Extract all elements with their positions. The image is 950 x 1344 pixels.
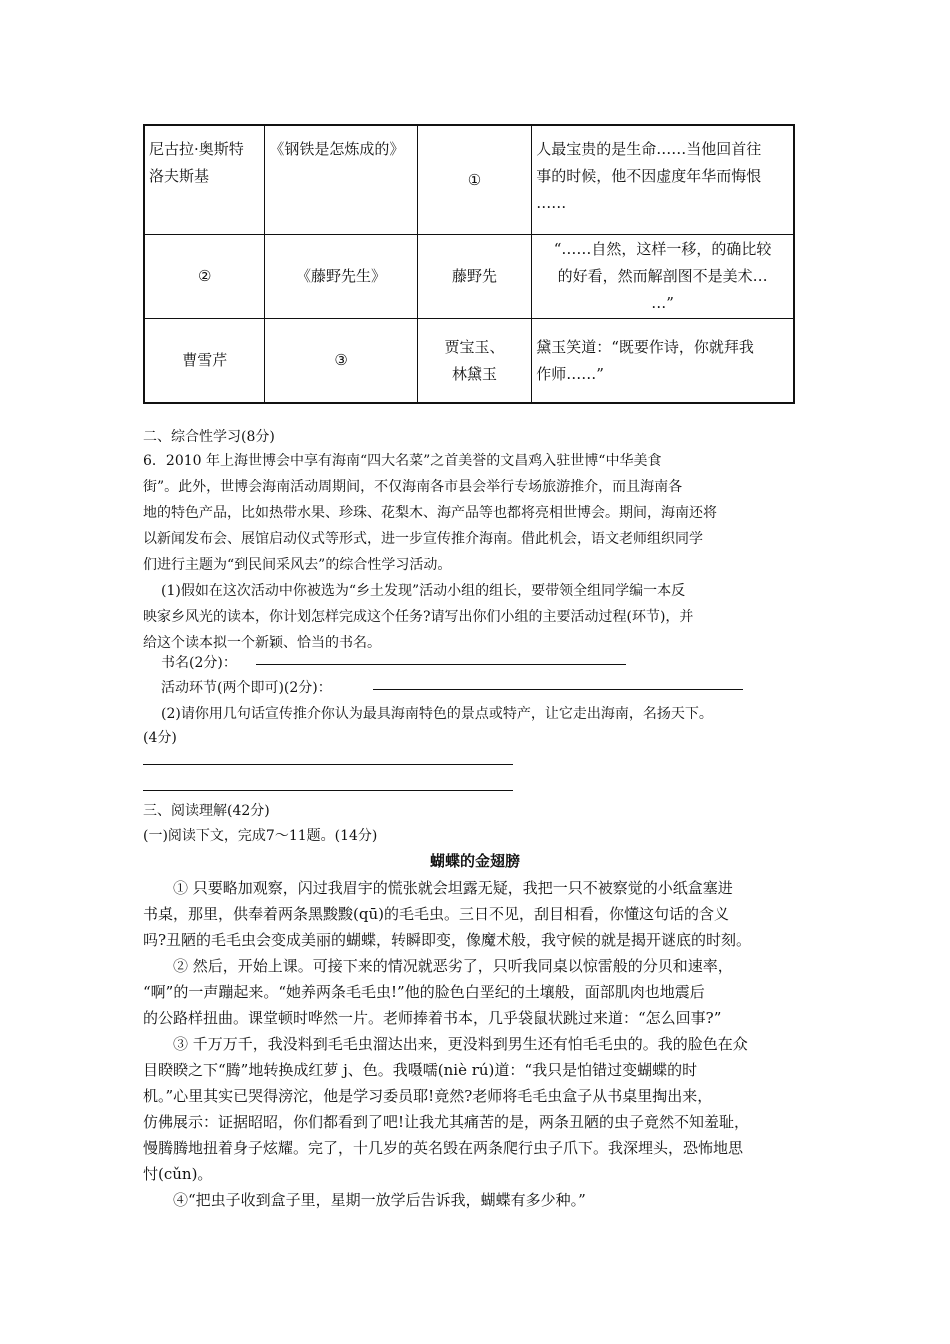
literature-table	[143, 124, 795, 404]
table-row	[144, 235, 794, 319]
section2-heading: 二、综合性学习(8分)	[143, 429, 275, 445]
sub2-line: (2)请你用几句话宣传推介你认为最具海南特色的景点或特产，让它走出海南，名扬天下。	[161, 706, 713, 722]
quote-cell: “……自然，这样一移，的确比较 的好看，然而解剖图不是美术… …”	[532, 235, 794, 319]
passage-line: 机。”心里其实已哭得滂沱，他是学习委员耶!竟然?老师将毛毛虫盒子从书桌里掏出来，	[143, 1087, 713, 1105]
passage-line: 忖(cǔn)。	[143, 1165, 213, 1183]
passage-line: 书桌，那里，供奉着两条黑黢黢(qū)的毛毛虫。三日不见，刮目相看，你懂这句话的含义	[143, 905, 729, 923]
quote-cell: 人最宝贵的是生命……当他回首往 事的时候，他不因虚度年华而悔恨 ……	[532, 125, 794, 235]
book-name-answer-line[interactable]	[256, 664, 626, 665]
q6-line: 们进行主题为“到民间采风去”的综合性学习活动。	[143, 557, 452, 573]
passage-line: 慢腾腾地扭着身子炫耀。完了，十几岁的英名毁在两条爬行虫子爪下。我深埋头，恐怖地思	[143, 1139, 744, 1157]
answer-line[interactable]	[143, 790, 513, 791]
sub1-line: 给这个读本拟一个新颖、恰当的书名。	[143, 635, 381, 651]
passage-line: ③ 千万万千，我没料到毛毛虫溜达出来，更没料到男生还有怕毛毛虫的。我的脸色在众	[143, 1035, 748, 1053]
sub1-line: (1)假如在这次活动中你被选为“乡土发现”活动小组的组长，要带领全组同学编一本反	[161, 583, 686, 599]
author-cell: ②	[144, 235, 265, 319]
character-cell: 藤野先	[417, 235, 532, 319]
author-cell: 尼古拉·奥斯特 洛夫斯基	[144, 125, 265, 235]
section3-heading: 三、阅读理解(42分)	[143, 803, 270, 819]
table-row	[144, 125, 794, 235]
answer-line[interactable]	[143, 764, 513, 765]
passage-line: ① 只要略加观察，闪过我眉宇的慌张就会坦露无疑，我把一只不被察觉的小纸盒塞进	[143, 879, 733, 897]
quote-cell: 黛玉笑道：“既要作诗，你就拜我 作师……”	[532, 319, 794, 404]
sub1-line: 映家乡风光的读本，你计划怎样完成这个任务?请写出你们小组的主要活动过程(环节)，并	[143, 609, 694, 625]
author-cell: 曹雪芹	[144, 319, 265, 404]
work-cell: ③	[265, 319, 417, 404]
section3-subheading: (一)阅读下文，完成7～11题。(14分)	[143, 828, 378, 844]
passage-line: “啊”的一声蹦起来。“她养两条毛毛虫!”他的脸色白垩纪的土壤般，面部肌肉也地震后	[143, 983, 705, 1001]
q6-line: 地的特色产品，比如热带水果、珍珠、花梨木、海产品等也都将亮相世博会。期间，海南还将	[143, 505, 717, 521]
q6-line: 街”。此外，世博会海南活动周期间，不仅海南各市县会举行专场旅游推介，而且海南各	[143, 479, 683, 495]
character-cell: ①	[417, 125, 532, 235]
book-name-label: 书名(2分)：	[161, 655, 237, 671]
table-row	[144, 319, 794, 404]
work-cell: 《钢铁是怎炼成的》	[265, 125, 417, 235]
passage-line: 吗?丑陋的毛毛虫会变成美丽的蝴蝶，转瞬即变，像魔术般，我守候的就是揭开谜底的时刻。	[143, 931, 752, 949]
q6-line: 以新闻发布会、展馆启动仪式等形式，进一步宣传推介海南。借此机会，语文老师组织同学	[143, 531, 703, 547]
sub2-points: (4分)	[143, 730, 177, 746]
passage-line: 仿佛展示：证据昭昭，你们都看到了吧!让我尤其痛苦的是，两条丑陋的虫子竟然不知羞耻，	[143, 1113, 750, 1131]
work-cell: 《藤野先生》	[265, 235, 417, 319]
passage-title: 蝴蝶的金翅膀	[429, 852, 520, 870]
passage-line: ④“把虫子收到盒子里，星期一放学后告诉我，蝴蝶有多少种。”	[143, 1191, 586, 1209]
passage-line: 的公路样扭曲。课堂顿时哗然一片。老师捧着书本，几乎袋鼠状跳过来道：“怎么回事?”	[143, 1009, 722, 1027]
activity-label: 活动环节(两个即可)(2分)：	[161, 680, 332, 696]
passage-line: 目睽睽之下“腾”地转换成红萝 j、色。我嗫嚅(niè rú)道：“我只是怕错过变蝴蝶的时	[143, 1061, 698, 1079]
character-cell: 贾宝玉、 林黛玉	[417, 319, 532, 404]
passage-line: ② 然后，开始上课。可接下来的情况就恶劣了，只听我同桌以惊雷般的分贝和速率，	[143, 957, 733, 975]
q6-line: 6．2010 年上海世博会中享有海南“四大名菜”之首美誉的文昌鸡入驻世博“中华美食	[143, 453, 662, 469]
activity-answer-line[interactable]	[373, 689, 743, 690]
